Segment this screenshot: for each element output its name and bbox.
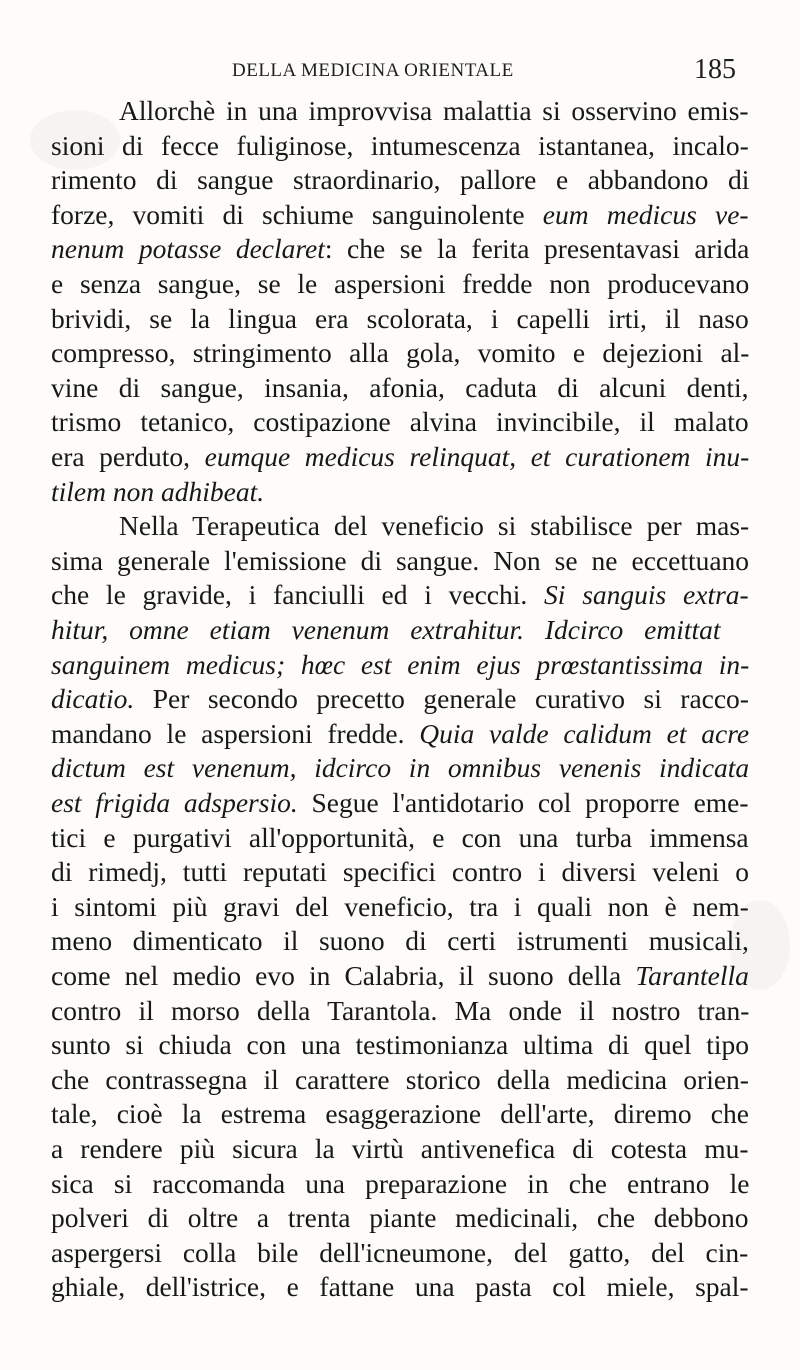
text-line — [51, 784, 749, 822]
text-run: forze, vomiti di schiume sanguinolente — [51, 198, 543, 230]
text-line — [51, 922, 749, 960]
italic-run: est frigida adspersio. — [51, 787, 298, 818]
text-line — [51, 1199, 749, 1237]
text-run: ghiale, dell'istrice, e fattane una pasta col miele, spal- — [51, 1271, 749, 1303]
text-line — [51, 1130, 749, 1168]
text-run: Per secondo precetto generale curativo si racco- — [134, 683, 749, 715]
text-line — [51, 715, 749, 753]
text-run: tale, cioè la estrema esaggerazione dell'arte, diremo che — [51, 1098, 749, 1130]
text-run: era perduto, — [51, 441, 205, 472]
text-run: a rendere più sicura la virtù antivenefica di cotesta mu- — [51, 1133, 749, 1164]
text-line — [51, 403, 749, 441]
text-run: rimento di sangue straordinario, pallore e abbandono di — [51, 164, 750, 196]
text-run: meno dimenticato il suono di certi istrumenti musicali, — [51, 925, 749, 957]
text-line — [51, 888, 749, 926]
text-run: Segue l'antidotario col proporre eme- — [297, 787, 749, 818]
text-run: trismo tetanico, costipazione alvina invincibile, il malato — [51, 406, 749, 438]
text-line — [51, 992, 749, 1030]
text-line — [51, 576, 749, 614]
italic-run: tilem non adhibeat. — [51, 475, 265, 507]
italic-run: Quia valde calidum et acre — [419, 717, 750, 749]
text-run: compresso, stringimento alla gola, vomito e dejezioni al- — [51, 337, 750, 369]
text-line — [51, 957, 749, 995]
italic-run: hitur, omne etiam venenum extrahitur. Idcirco emittat — [51, 614, 721, 645]
page-header — [0, 56, 800, 92]
text-run: che le gravide, i fanciulli ed i vecchi. — [51, 579, 545, 611]
text-line — [51, 369, 749, 407]
text-line — [51, 196, 749, 234]
italic-run: eumque medicus relinquat, et curationem inu- — [204, 441, 750, 472]
text-run: vine di sangue, insania, afonia, caduta di alcuni denti, — [51, 371, 749, 403]
text-line — [51, 334, 749, 372]
text-line — [51, 473, 264, 511]
text-run: che contrassegna il carattere storico della medicina orien- — [51, 1063, 749, 1095]
text-run: Nella Terapeutica del veneficio si stabilisce per mas- — [119, 510, 750, 542]
text-line — [51, 265, 749, 303]
text-line — [51, 300, 749, 338]
text-line — [51, 819, 749, 857]
text-line — [119, 92, 749, 130]
italic-run: eum medicus ve- — [542, 198, 749, 230]
text-run: aspergersi colla bile dell'icneumone, del gatto, del cin- — [51, 1236, 749, 1268]
text-line — [51, 127, 749, 165]
text-line — [51, 161, 749, 199]
page-number: 185 — [694, 54, 736, 85]
text-line — [51, 1095, 749, 1133]
text-run: come nel medio evo in Calabria, il suono della — [51, 960, 636, 991]
text-line — [51, 611, 721, 649]
text-run: : che se la ferita presentavasi arida — [324, 233, 750, 265]
text-line — [51, 680, 749, 718]
text-run: mandano le aspersioni fredde. — [51, 717, 420, 749]
text-line — [51, 749, 749, 787]
italic-run: Si sanguis extra- — [544, 579, 749, 611]
text-line — [51, 1165, 749, 1203]
text-line — [51, 438, 749, 476]
text-run: sunto si chiuda con una testimonianza ultima di quel tipo — [51, 1029, 750, 1061]
text-run: contro il morso della Tarantola. Ma onde il nostro tran- — [51, 994, 750, 1026]
text-run: e senza sangue, se le aspersioni fredde non producevano — [51, 268, 750, 299]
italic-run: dicatio. — [51, 683, 135, 715]
text-line — [51, 853, 749, 891]
running-title: DELLA MEDICINA ORIENTALE — [232, 60, 514, 81]
text-run: i sintomi più gravi del veneficio, tra i quali non è nem- — [51, 890, 749, 922]
text-line — [51, 1234, 748, 1272]
text-run: Allorchè in una improvvisa malattia si osservino emis- — [119, 95, 749, 126]
text-run: sioni di fecce fuliginose, intumescenza istantanea, incalo- — [51, 129, 749, 161]
text-run: tici e purgativi all'opportunità, e con una turba immensa — [51, 821, 749, 853]
text-run: sima generale l'emissione di sangue. Non se ne eccettuano — [51, 544, 750, 576]
text-line — [51, 1268, 749, 1306]
italic-run: nenum potasse declaret — [51, 233, 325, 265]
text-line — [51, 542, 749, 580]
italic-run: dictum est venenum, idcirco in omnibus venenis indicata — [51, 752, 750, 784]
text-line — [51, 646, 749, 684]
italic-run: sanguinem medicus; hœc est enim ejus prœstantissima in- — [51, 648, 750, 680]
text-run: polveri di oltre a trenta piante medicinali, che debbono — [51, 1202, 749, 1234]
text-line — [51, 1026, 749, 1064]
text-run: brividi, se la lingua era scolorata, i capelli irti, il naso — [51, 302, 749, 334]
italic-run: Tarantella — [635, 960, 749, 991]
text-line — [119, 507, 749, 545]
text-run: sica si raccomanda una preparazione in che entrano le — [51, 1167, 750, 1199]
text-run: di rimedj, tutti reputati specifici contro i diversi veleni o — [51, 856, 750, 888]
text-line — [51, 1061, 749, 1099]
text-line — [51, 230, 749, 268]
